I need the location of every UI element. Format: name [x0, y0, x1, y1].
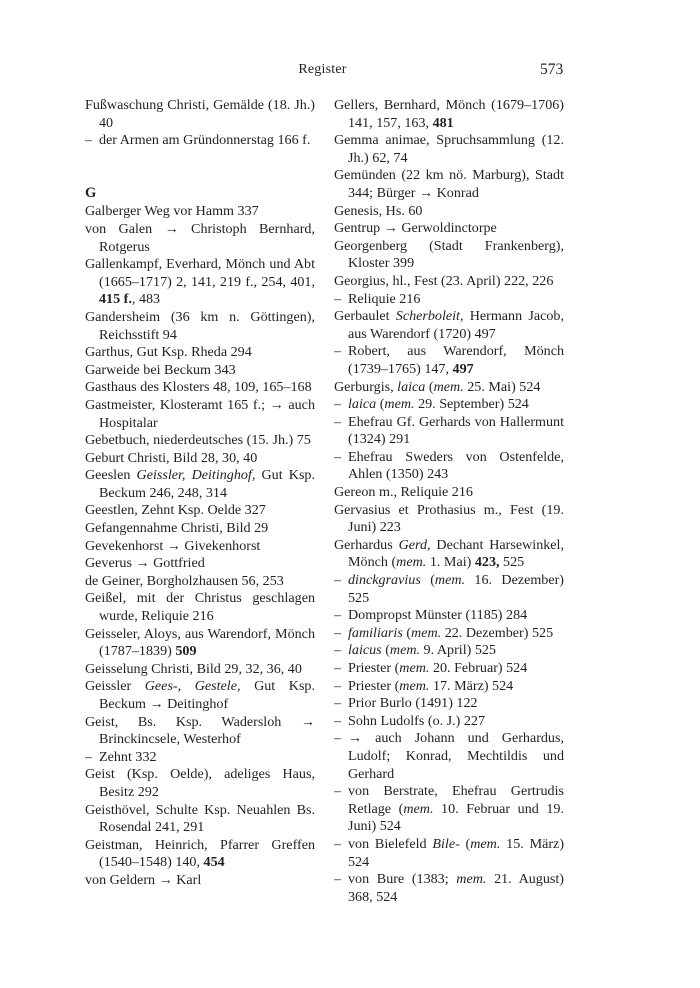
entry-text: Robert, aus Warendorf, Mönch (1739–1765) 147, [348, 343, 564, 377]
index-entry [85, 678, 315, 713]
entry-main-page: 497 [452, 360, 474, 377]
index-entry [334, 537, 564, 572]
index-entry: Gastmeister, Klosteramt 165 f.; → auch Hospitalar [85, 396, 315, 431]
index-entry [85, 626, 315, 661]
index-entry: Gervasius et Prothasius m., Fest (19. Juni) 223 [334, 501, 564, 536]
entry-text: , 483 [131, 291, 161, 308]
entry-text: 25. Mai) 524 [463, 378, 541, 395]
index-subentry: – Reliquie 216 [334, 291, 564, 309]
entry-italic: dinckgravius [348, 572, 421, 589]
index-entry: Georgenberg (Stadt Frankenberg), Kloster 399 [334, 237, 564, 272]
entry-italic: mem. [384, 396, 415, 413]
entry-text: 525 [499, 554, 525, 571]
entry-text: Gut Ksp. Beckum → Deitinghof [99, 678, 315, 712]
section-letter: G [85, 184, 97, 201]
index-entry: Geist (Ksp. Oelde), adeliges Haus, Besitz 292 [85, 766, 315, 800]
entry-italic: laica [397, 378, 426, 395]
entry-text: 10. Februar und 19. Juni) 524 [348, 800, 564, 835]
index-entry [85, 467, 315, 502]
index-subentry [334, 642, 564, 660]
entry-text: von Bure (1383; [348, 871, 457, 888]
entry-text: Geissler [85, 678, 145, 695]
entry-text: Hermann Jacob, aus Warendorf (1720) 497 [348, 308, 564, 342]
entry-italic: mem. [470, 835, 501, 852]
entry-italic: mem. [433, 378, 464, 395]
section-spacer [85, 150, 315, 185]
index-subentry [334, 836, 564, 871]
index-entry: Genesis, Hs. 60 [334, 202, 423, 219]
index-entry: Gevekenhorst → Givekenhorst [85, 537, 261, 554]
entry-text: Gerburgis, [334, 378, 398, 395]
index-subentry: – → auch Johann und Gerhardus, Ludolf; Konrad, Mechtildis und Gerhard [334, 730, 564, 783]
index-subentry [334, 343, 564, 378]
entry-italic: mem. [456, 871, 487, 888]
index-entry: Galberger Weg vor Hamm 337 [85, 203, 259, 220]
page-number: 573 [540, 61, 564, 78]
entry-main-page: 509 [175, 643, 197, 660]
entry-text: Priester ( [348, 660, 400, 676]
entry-main-page: 415 f. [99, 291, 132, 308]
index-subentry [334, 871, 564, 906]
index-entry: Gereon m., Reliquie 216 [334, 484, 473, 501]
index-subentry [334, 572, 564, 607]
index-entry: Gandersheim (36 km n. Göttingen), Reichsstift 94 [85, 308, 315, 343]
index-entry: Georgius, hl., Fest (23. April) 222, 226 [334, 272, 554, 289]
entry-italic: Bile- [432, 835, 460, 852]
index-entry [334, 379, 564, 397]
entry-text: 29. September) 524 [414, 396, 529, 413]
entry-text: 22. Dezember) 525 [441, 624, 554, 641]
index-entry: Gemünden (22 km nö. Marburg), Stadt 344; Bürger → Konrad [334, 167, 564, 201]
index-subentry: – Dompropst Münster (1185) 284 [334, 607, 564, 625]
index-entry [334, 308, 564, 343]
entry-text: von Bielefeld [348, 835, 433, 852]
entry-text: Geeslen [85, 467, 137, 484]
index-entry: Gefangennahme Christi, Bild 29 [85, 520, 269, 537]
index-entry: Geverus → Gottfried [85, 555, 205, 572]
entry-main-page: 423, [474, 554, 500, 571]
entry-text: 21. August) 368, 524 [348, 871, 564, 905]
entry-text: ( [376, 396, 385, 413]
index-entry: Gemma animae, Spruchsammlung (12. Jh.) 62, 74 [334, 132, 564, 166]
entry-variant-names: Gees-, Gestele, [144, 678, 241, 695]
index-subentry: – Prior Burlo (1491) 122 [334, 695, 564, 713]
index-entry: Geisselung Christi, Bild 29, 32, 36, 40 [85, 660, 302, 677]
entry-main-page: 481 [432, 114, 454, 131]
entry-text: 1. Mai) [426, 554, 475, 571]
index-subentry: – Sohn Ludolfs (o. J.) 227 [334, 713, 564, 731]
index-entry: Gebetbuch, niederdeutsches (15. Jh.) 75 [85, 432, 311, 449]
index-entry [85, 837, 315, 872]
entry-text: ( [459, 835, 471, 852]
entry-italic: mem. [399, 677, 430, 694]
entry-text: von Berstrate, Ehefrau Gertrudis Retlage ( [348, 783, 564, 817]
index-entry: von Geldern → Karl [85, 871, 202, 888]
entry-italic: laicus [348, 642, 382, 659]
index-subentry: – der Armen am Gründonnerstag 166 f. [85, 132, 315, 150]
index-entry: Geburt Christi, Bild 28, 30, 40 [85, 449, 258, 466]
entry-text: ( [381, 642, 390, 659]
index-column-left [85, 97, 315, 890]
entry-text: Priester ( [348, 677, 400, 694]
entry-text: ( [425, 378, 434, 395]
entry-variant-names: Geissler, Deitinghof, [136, 467, 256, 484]
entry-italic: mem. [411, 624, 442, 641]
entry-text: Gerhardus [334, 536, 399, 553]
index-subentry [334, 783, 564, 836]
header-title: Register [298, 62, 347, 77]
index-entry: Geist, Bs. Ksp. Wadersloh → Brinckincsele, Westerhof [85, 713, 315, 748]
entry-italic: mem. [434, 572, 466, 589]
index-subentry: – Ehefrau Gf. Gerhards von Hallermunt (1324) 291 [334, 414, 564, 449]
index-column-right [334, 97, 564, 906]
entry-italic: mem. [403, 800, 434, 817]
index-entry [85, 256, 315, 309]
index-entry: de Geiner, Borgholzhausen 56, 253 [85, 572, 284, 589]
index-entry: Garthus, Gut Ksp. Rheda 294 [85, 344, 252, 361]
index-subentry: – Zehnt 332 [85, 749, 315, 767]
index-subentry: – Ehefrau Sweders von Ostenfelde, Ahlen (1350) 243 [334, 449, 564, 484]
entry-text: ( [402, 624, 412, 641]
entry-italic: mem. [399, 660, 430, 676]
index-subentry [334, 678, 564, 696]
index-entry: Garweide bei Beckum 343 [85, 361, 236, 378]
entry-text: Dechant Harsewinkel, Mönch ( [348, 536, 564, 571]
entry-italic: mem. [396, 554, 427, 571]
entry-italic: familiaris [348, 624, 403, 641]
entry-variant-names: Scherboleit, [395, 308, 464, 325]
index-subentry [334, 625, 564, 643]
index-entry: Geestlen, Zehnt Ksp. Oelde 327 [85, 502, 266, 519]
entry-text: 9. April) 525 [420, 642, 496, 659]
index-entry: Gentrup → Gerwoldinctorpe [334, 220, 497, 237]
index-subentry [334, 660, 564, 678]
entry-text: 17. März) 524 [429, 677, 514, 694]
entry-text: Geistman, Heinrich, Pfarrer Greffen (1540–1548) 140, [85, 836, 315, 871]
entry-text: 15. März) 524 [348, 835, 565, 870]
index-subentry [334, 396, 564, 414]
entry-text: 20. Februar) 524 [429, 660, 528, 676]
index-entry: Geißel, mit der Christus geschlagen wurde, Reliquie 216 [85, 590, 315, 625]
entry-text: ( [420, 572, 435, 589]
index-entry: Fußwaschung Christi, Gemälde (18. Jh.) 40 [85, 97, 315, 131]
entry-text: Gellers, Bernhard, Mönch (1679–1706) 141, 157, 163, [334, 97, 564, 131]
entry-italic: Gerd, [398, 536, 431, 553]
index-entry: Geisthövel, Schulte Ksp. Neuahlen Bs. Rosendal 241, 291 [85, 801, 315, 836]
entry-text: Geisseler, Aloys, aus Warendorf, Mönch (1787–1839) [85, 625, 315, 660]
entry-text: Gerbaulet [334, 308, 396, 325]
entry-italic: mem. [389, 642, 421, 659]
entry-text: Gut Ksp. Beckum 246, 248, 314 [99, 467, 315, 501]
index-entry: Gasthaus des Klosters 48, 109, 165–168 [85, 379, 312, 396]
entry-main-page: 454 [203, 854, 225, 871]
entry-text: 16. Dezember) 525 [348, 572, 564, 606]
entry-text: Gallenkampf, Everhard, Mönch und Abt (1665–1717) 2, 141, 219 f., 254, 401, [85, 256, 315, 290]
entry-italic: laica [348, 396, 377, 413]
index-entry [334, 97, 564, 132]
index-entry: von Galen → Christoph Bernhard, Rotgerus [85, 220, 315, 255]
